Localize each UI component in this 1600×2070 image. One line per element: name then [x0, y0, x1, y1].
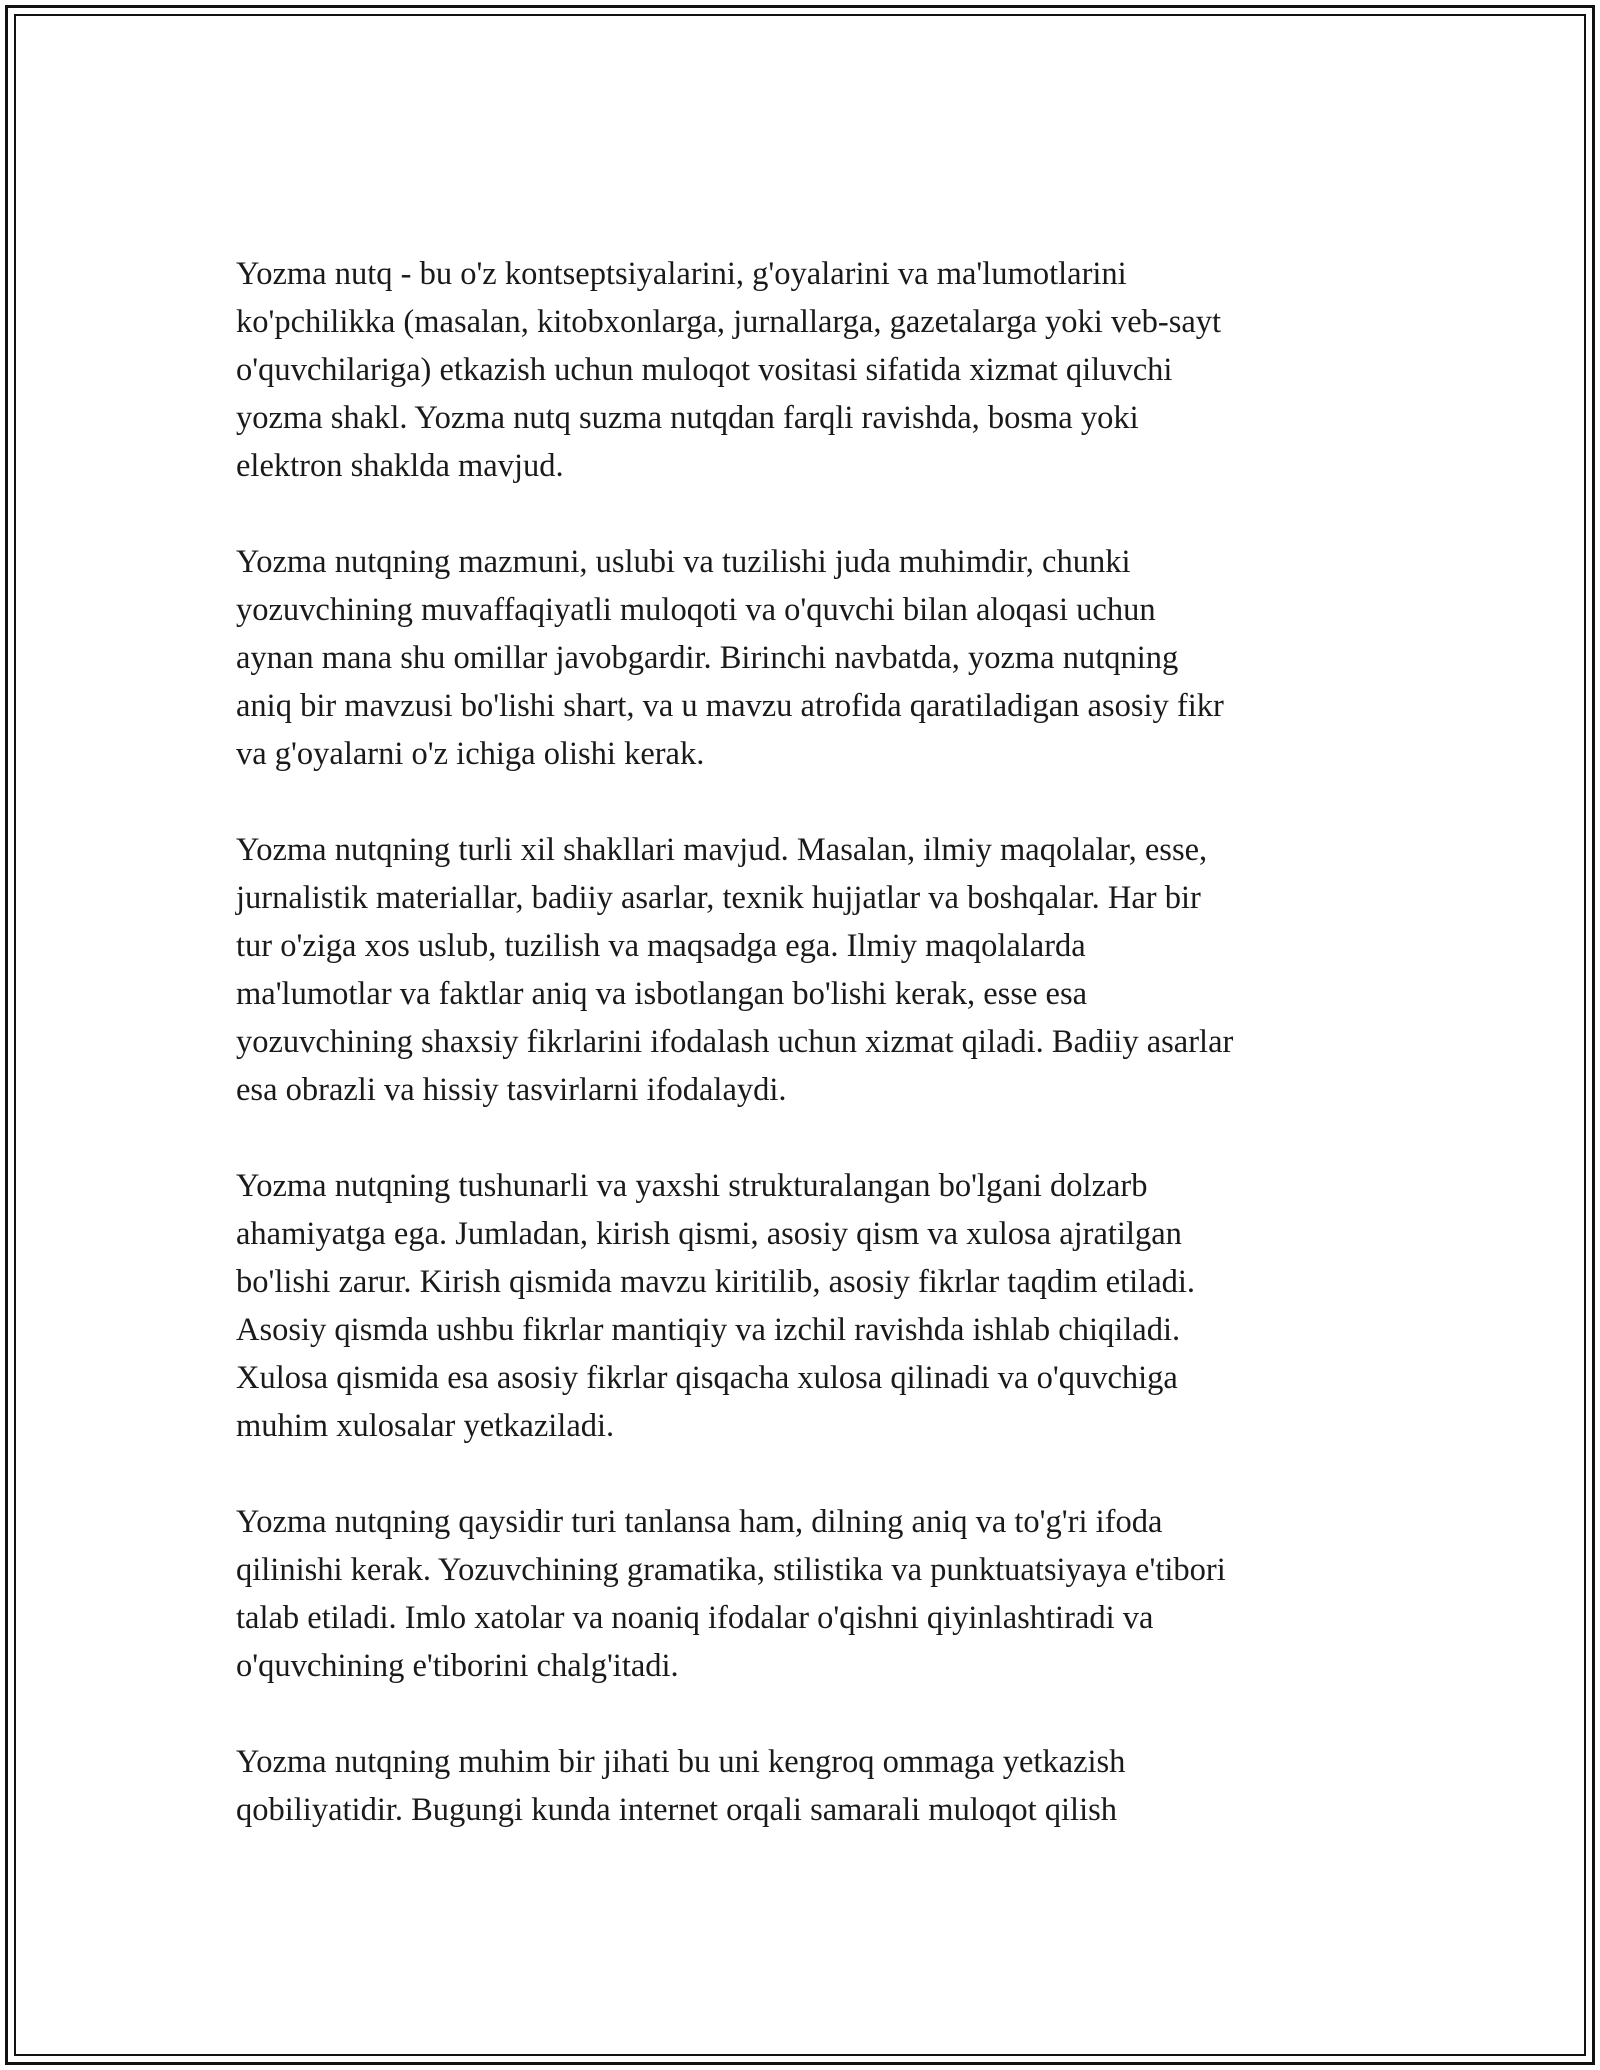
paragraph-3: [236, 826, 1366, 1114]
text-line: Xulosa qismida esa asosiy fikrlar qisqacha xulosa qilinadi va o'quvchiga: [236, 1360, 1178, 1396]
text-line: talab etiladi. Imlo xatolar va noaniq ifodalar o'qishni qiyinlashtiradi va: [236, 1600, 1154, 1636]
text-line: ahamiyatga ega. Jumladan, kirish qismi, asosiy qism va xulosa ajratilgan: [236, 1216, 1182, 1252]
text-line: ko'pchilikka (masalan, kitobxonlarga, jurnallarga, gazetalarga yoki veb-sayt: [236, 304, 1222, 340]
text-line: Yozma nutqning turli xil shakllari mavjud. Masalan, ilmiy maqolalar, esse,: [236, 832, 1208, 868]
document-body: [236, 250, 1366, 1882]
text-line: o'quvchilariga) etkazish uchun muloqot vositasi sifatida xizmat qiluvchi: [236, 352, 1173, 388]
text-line: o'quvchining e'tiborini chalg'itadi.: [236, 1648, 679, 1684]
text-line: elektron shaklda mavjud.: [236, 448, 564, 484]
text-line: Yozma nutqning qaysidir turi tanlansa ham, dilning aniq va to'g'ri ifoda: [236, 1504, 1163, 1540]
paragraph-4: [236, 1162, 1366, 1450]
paragraph-2: [236, 538, 1366, 778]
text-line: Asosiy qismda ushbu fikrlar mantiqiy va izchil ravishda ishlab chiqiladi.: [236, 1312, 1181, 1348]
text-line: va g'oyalarni o'z ichiga olishi kerak.: [236, 736, 705, 772]
text-line: jurnalistik materiallar, badiiy asarlar, texnik hujjatlar va boshqalar. Har bir: [236, 880, 1201, 916]
text-line: aynan mana shu omillar javobgardir. Birinchi navbatda, yozma nutqning: [236, 640, 1179, 676]
text-line: Yozma nutqning muhim bir jihati bu uni kengroq ommaga yetkazish: [236, 1744, 1126, 1780]
text-line: muhim xulosalar yetkaziladi.: [236, 1408, 615, 1444]
text-line: yozuvchining shaxsiy fikrlarini ifodalash uchun xizmat qiladi. Badiiy asarlar: [236, 1024, 1234, 1060]
text-line: qilinishi kerak. Yozuvchining gramatika, stilistika va punktuatsiyaya e'tibori: [236, 1552, 1226, 1588]
text-line: Yozma nutqning tushunarli va yaxshi strukturalangan bo'lgani dolzarb: [236, 1168, 1148, 1204]
paragraph-5: [236, 1498, 1366, 1690]
text-line: aniq bir mavzusi bo'lishi shart, va u mavzu atrofida qaratiladigan asosiy fikr: [236, 688, 1224, 724]
text-line: yozuvchining muvaffaqiyatli muloqoti va o'quvchi bilan aloqasi uchun: [236, 592, 1156, 628]
text-line: esa obrazli va hissiy tasvirlarni ifodalaydi.: [236, 1072, 787, 1108]
text-line: qobiliyatidir. Bugungi kunda internet orqali samarali muloqot qilish: [236, 1792, 1117, 1828]
text-line: tur o'ziga xos uslub, tuzilish va maqsadga ega. Ilmiy maqolalarda: [236, 928, 1086, 964]
text-line: Yozma nutqning mazmuni, uslubi va tuzilishi juda muhimdir, chunki: [236, 544, 1131, 580]
paragraph-1: [236, 250, 1366, 490]
text-line: Yozma nutq - bu o'z kontseptsiyalarini, g'oyalarini va ma'lumotlarini: [236, 256, 1127, 292]
text-line: yozma shakl. Yozma nutq suzma nutqdan farqli ravishda, bosma yoki: [236, 400, 1139, 436]
text-line: bo'lishi zarur. Kirish qismida mavzu kiritilib, asosiy fikrlar taqdim etiladi.: [236, 1264, 1196, 1300]
paragraph-6: [236, 1738, 1366, 1834]
text-line: ma'lumotlar va faktlar aniq va isbotlangan bo'lishi kerak, esse esa: [236, 976, 1088, 1012]
